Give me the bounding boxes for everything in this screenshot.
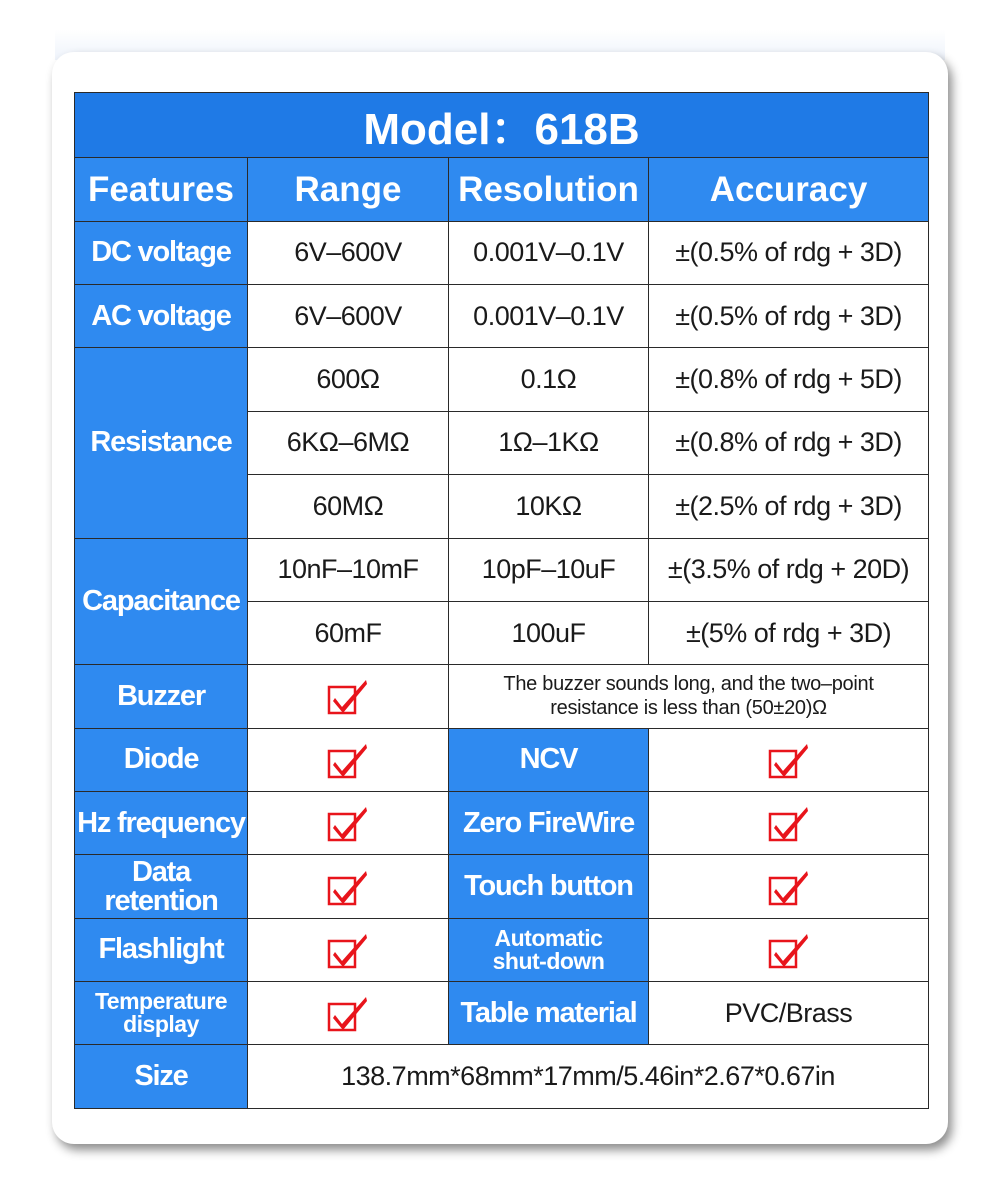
feature-line: display (123, 1011, 199, 1038)
feature-temperature-display (75, 982, 248, 1045)
table-row (75, 221, 929, 284)
checkmark-box-icon (326, 993, 370, 1033)
range-cell: 60MΩ (248, 475, 449, 538)
header-features: Features (75, 158, 248, 221)
table-row (75, 728, 929, 791)
range-cell: 600Ω (248, 348, 449, 411)
checkmark-box-icon (326, 867, 370, 907)
check-cell (248, 855, 449, 918)
checkmark-box-icon (326, 930, 370, 970)
table-row (75, 791, 929, 854)
check-cell (248, 982, 449, 1045)
feature-resistance: Resistance (75, 348, 248, 538)
accuracy-cell: ±(0.8% of rdg + 3D) (649, 411, 929, 474)
table-row (75, 348, 929, 411)
resolution-cell: 10KΩ (449, 475, 649, 538)
feature-diode: Diode (75, 728, 248, 791)
feature-line: Temperature (94, 988, 228, 1015)
model-title: Model：618B (75, 93, 929, 158)
feature-flashlight: Flashlight (75, 918, 248, 981)
range-cell: 10nF–10mF (248, 538, 449, 601)
buzzer-note-line: resistance is less than (50±20)Ω (550, 697, 827, 720)
table-row (75, 982, 929, 1045)
range-cell: 6V–600V (248, 285, 449, 348)
resolution-cell: 10pF–10uF (449, 538, 649, 601)
check-cell (649, 728, 929, 791)
size-value: 138.7mm*68mm*17mm/5.46in*2.67*0.67in (248, 1045, 929, 1109)
resolution-cell: 100uF (449, 601, 649, 664)
header-resolution: Resolution (449, 158, 649, 221)
checkmark-box-icon (326, 676, 370, 716)
check-cell (649, 855, 929, 918)
buzzer-note (449, 665, 929, 728)
spec-table (74, 92, 929, 1109)
range-cell: 6KΩ–6MΩ (248, 411, 449, 474)
table-row (75, 918, 929, 981)
table-row (75, 285, 929, 348)
feature-zero-firewire: Zero FireWire (449, 791, 649, 854)
checkmark-box-icon (767, 803, 811, 843)
header-accuracy: Accuracy (649, 158, 929, 221)
feature-ac-voltage: AC voltage (75, 285, 248, 348)
accuracy-cell: ±(3.5% of rdg + 20D) (649, 538, 929, 601)
table-row (75, 665, 929, 728)
feature-capacitance: Capacitance (75, 538, 248, 665)
feature-dc-voltage: DC voltage (75, 221, 248, 284)
feature-line: shut-down (492, 947, 605, 974)
range-cell: 6V–600V (248, 221, 449, 284)
accuracy-cell: ±(2.5% of rdg + 3D) (649, 475, 929, 538)
resolution-cell: 1Ω–1KΩ (449, 411, 649, 474)
feature-ncv: NCV (449, 728, 649, 791)
header-range: Range (248, 158, 449, 221)
check-cell (248, 918, 449, 981)
table-row (75, 855, 929, 918)
table-row (75, 1045, 929, 1109)
buzzer-note-line: The buzzer sounds long, and the two–point (503, 673, 874, 696)
check-cell (649, 918, 929, 981)
feature-automatic-shut-down (449, 918, 649, 981)
feature-hz-frequency: Hz frequency (75, 791, 248, 854)
checkmark-box-icon (767, 930, 811, 970)
material-value: PVC/Brass (649, 982, 929, 1045)
accuracy-cell: ±(0.8% of rdg + 5D) (649, 348, 929, 411)
check-cell (248, 791, 449, 854)
check-cell (248, 665, 449, 728)
feature-data-retention: Data retention (75, 855, 248, 918)
checkmark-box-icon (767, 867, 811, 907)
checkmark-box-icon (326, 803, 370, 843)
checkmark-box-icon (767, 740, 811, 780)
feature-table-material: Table material (449, 982, 649, 1045)
check-cell (649, 791, 929, 854)
resolution-cell: 0.001V–0.1V (449, 285, 649, 348)
checkmark-box-icon (326, 740, 370, 780)
resolution-cell: 0.001V–0.1V (449, 221, 649, 284)
check-cell (248, 728, 449, 791)
accuracy-cell: ±(0.5% of rdg + 3D) (649, 285, 929, 348)
resolution-cell: 0.1Ω (449, 348, 649, 411)
feature-line: Automatic (494, 924, 603, 951)
accuracy-cell: ±(0.5% of rdg + 3D) (649, 221, 929, 284)
accuracy-cell: ±(5% of rdg + 3D) (649, 601, 929, 664)
feature-buzzer: Buzzer (75, 665, 248, 728)
feature-touch-button: Touch button (449, 855, 649, 918)
table-row (75, 538, 929, 601)
range-cell: 60mF (248, 601, 449, 664)
feature-size: Size (75, 1045, 248, 1109)
